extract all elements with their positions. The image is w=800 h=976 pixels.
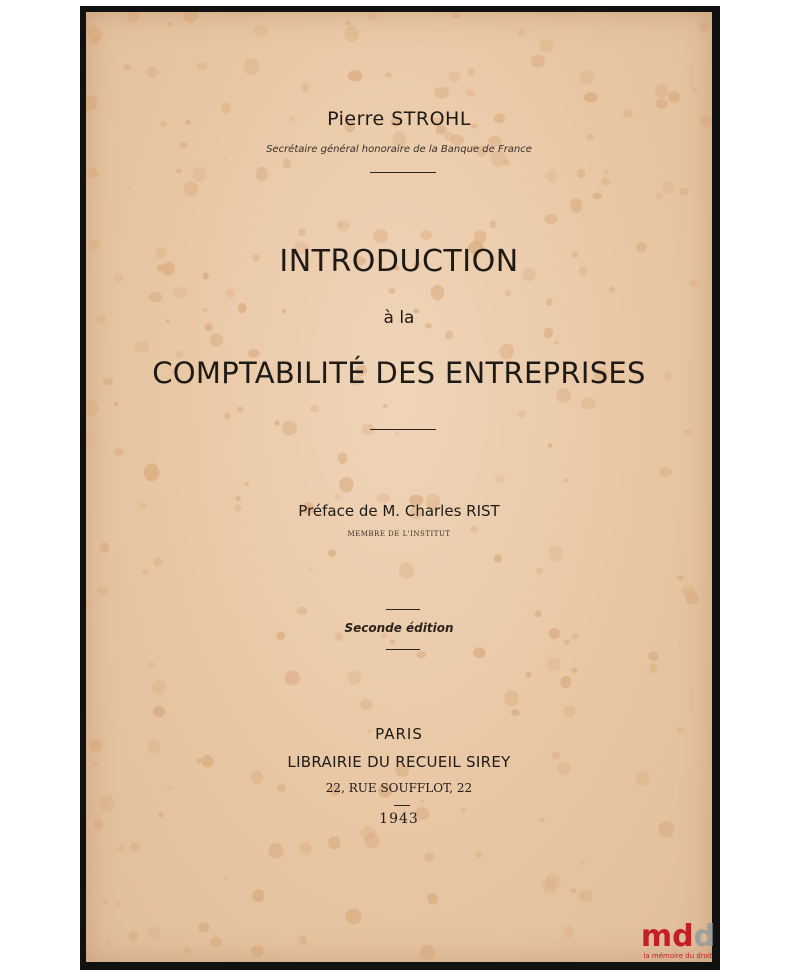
foxing-spot bbox=[299, 842, 311, 855]
foxing-spot bbox=[431, 285, 445, 300]
foxing-spot bbox=[518, 28, 526, 37]
foxing-spot bbox=[445, 330, 453, 339]
foxing-spot bbox=[473, 647, 485, 658]
foxing-spot bbox=[578, 890, 594, 903]
foxing-spot bbox=[348, 671, 361, 686]
foxing-spot bbox=[154, 558, 163, 567]
foxing-spot bbox=[601, 178, 610, 186]
foxing-spot bbox=[346, 21, 351, 26]
foxing-spot bbox=[526, 672, 532, 678]
foxing-spot bbox=[244, 58, 260, 75]
foxing-spot bbox=[114, 448, 124, 456]
publisher-city: PARIS bbox=[375, 725, 423, 743]
foxing-spot bbox=[268, 843, 283, 859]
foxing-spot bbox=[420, 945, 435, 960]
publisher-address: 22, RUE SOUFFLOT, 22 bbox=[325, 781, 473, 795]
foxing-spot bbox=[114, 901, 120, 908]
foxing-spot bbox=[328, 836, 341, 849]
divider-4 bbox=[386, 649, 420, 650]
foxing-spot bbox=[518, 410, 526, 417]
foxing-spot bbox=[564, 479, 569, 483]
foxing-spot bbox=[560, 676, 571, 688]
foxing-spot bbox=[546, 170, 558, 182]
foxing-spot bbox=[427, 893, 438, 904]
foxing-spot bbox=[339, 477, 354, 492]
foxing-spot bbox=[531, 55, 546, 68]
foxing-spot bbox=[655, 193, 663, 200]
foxing-spot bbox=[142, 569, 148, 574]
foxing-spot bbox=[649, 663, 658, 673]
foxing-spot bbox=[275, 420, 280, 425]
foxing-spot bbox=[564, 639, 570, 645]
foxing-spot bbox=[90, 36, 99, 45]
foxing-spot bbox=[452, 12, 459, 18]
foxing-spot bbox=[549, 545, 563, 561]
foxing-spot bbox=[152, 679, 167, 695]
foxing-spot bbox=[548, 443, 553, 448]
foxing-spot bbox=[592, 193, 602, 200]
foxing-spot bbox=[444, 132, 454, 141]
foxing-spot bbox=[237, 407, 244, 413]
foxing-spot bbox=[251, 945, 264, 957]
foxing-spot bbox=[148, 662, 156, 668]
foxing-spot bbox=[224, 877, 228, 880]
foxing-spot bbox=[648, 651, 658, 660]
foxing-spot bbox=[103, 900, 107, 904]
foxing-spot bbox=[676, 575, 684, 581]
foxing-spot bbox=[420, 230, 432, 240]
foxing-spot bbox=[494, 554, 502, 563]
divider-3 bbox=[386, 609, 420, 610]
foxing-spot bbox=[173, 287, 188, 299]
foxing-spot bbox=[86, 603, 90, 607]
foxing-spot bbox=[130, 842, 140, 852]
foxing-spot bbox=[420, 799, 424, 804]
mdd-logo-mark: mdd bbox=[640, 919, 716, 954]
foxing-spot bbox=[476, 851, 483, 859]
foxing-spot bbox=[434, 87, 449, 99]
foxing-spot bbox=[147, 66, 158, 78]
foxing-spot bbox=[467, 68, 475, 76]
foxing-spot bbox=[424, 852, 434, 862]
foxing-spot bbox=[685, 592, 698, 605]
foxing-spot bbox=[210, 937, 222, 948]
preface-line: Préface de M. Charles RIST bbox=[298, 502, 500, 520]
foxing-spot bbox=[692, 88, 698, 94]
foxing-spot bbox=[348, 70, 363, 81]
title-line-3: COMPTABILITÉ DES ENTREPRISES bbox=[152, 356, 646, 390]
foxing-spot bbox=[662, 181, 674, 194]
edition-label: Seconde édition bbox=[344, 621, 454, 635]
foxing-spot bbox=[167, 21, 172, 27]
book-cover bbox=[86, 12, 712, 962]
foxing-spot bbox=[254, 25, 268, 37]
foxing-spot bbox=[545, 214, 558, 224]
foxing-spot bbox=[544, 327, 553, 338]
foxing-spot bbox=[282, 421, 297, 436]
foxing-spot bbox=[235, 496, 241, 501]
mdd-logo bbox=[638, 919, 718, 961]
foxing-spot bbox=[256, 167, 268, 181]
foxing-spot bbox=[310, 405, 320, 412]
foxing-spot bbox=[577, 169, 586, 178]
foxing-spot bbox=[399, 562, 414, 579]
foxing-spot bbox=[690, 279, 700, 287]
foxing-spot bbox=[176, 169, 182, 174]
foxing-spot bbox=[129, 932, 138, 941]
publication-year: 1943 bbox=[379, 811, 419, 827]
divider-1 bbox=[370, 172, 436, 173]
foxing-spot bbox=[193, 167, 207, 182]
foxing-spot bbox=[536, 568, 542, 575]
foxing-spot bbox=[467, 90, 475, 97]
foxing-spot bbox=[570, 198, 582, 213]
preface-subtitle: MEMBRE DE L'INSTITUT bbox=[347, 530, 451, 538]
foxing-spot bbox=[417, 651, 427, 658]
foxing-spot bbox=[571, 668, 578, 673]
foxing-spot bbox=[127, 12, 139, 23]
foxing-spot bbox=[395, 431, 399, 435]
foxing-spot bbox=[98, 586, 109, 595]
foxing-spot bbox=[120, 845, 125, 851]
foxing-spot bbox=[668, 91, 680, 103]
foxing-spot bbox=[183, 12, 197, 23]
foxing-spot bbox=[474, 230, 487, 244]
foxing-spot bbox=[684, 429, 691, 435]
foxing-spot bbox=[252, 889, 265, 902]
foxing-spot bbox=[283, 159, 291, 169]
foxing-spot bbox=[86, 400, 99, 415]
foxing-spot bbox=[540, 40, 554, 54]
foxing-spot bbox=[285, 671, 300, 686]
foxing-spot bbox=[148, 926, 160, 939]
foxing-spot bbox=[87, 167, 97, 178]
foxing-spot bbox=[609, 286, 615, 293]
foxing-spot bbox=[224, 412, 231, 420]
foxing-spot bbox=[587, 134, 594, 140]
foxing-spot bbox=[504, 690, 519, 707]
foxing-spot bbox=[535, 611, 542, 617]
foxing-spot bbox=[210, 333, 223, 347]
foxing-spot bbox=[385, 72, 392, 77]
foxing-spot bbox=[554, 341, 560, 345]
foxing-spot bbox=[184, 182, 199, 196]
foxing-spot bbox=[244, 482, 249, 487]
foxing-spot bbox=[338, 453, 348, 465]
foxing-spot bbox=[328, 550, 336, 557]
foxing-spot bbox=[388, 288, 396, 294]
foxing-spot bbox=[373, 229, 388, 244]
foxing-spot bbox=[106, 941, 110, 945]
foxing-spot bbox=[134, 341, 149, 352]
foxing-spot bbox=[99, 542, 109, 552]
foxing-spot bbox=[309, 567, 313, 571]
publisher-name: LIBRAIRIE DU RECUEIL SIREY bbox=[287, 753, 511, 771]
foxing-spot bbox=[580, 861, 586, 866]
author-subtitle: Secrétaire général honoraire de la Banque de France bbox=[266, 144, 532, 155]
foxing-spot bbox=[197, 62, 208, 71]
foxing-spot bbox=[126, 187, 131, 191]
foxing-spot bbox=[360, 700, 372, 711]
foxing-spot bbox=[655, 84, 668, 99]
author-name: Pierre STROHL bbox=[327, 108, 471, 130]
mdd-logo-tagline: la mémoire du droit bbox=[643, 952, 713, 960]
foxing-spot bbox=[390, 639, 395, 644]
foxing-spot bbox=[337, 220, 350, 231]
foxing-spot bbox=[153, 706, 165, 718]
foxing-spot bbox=[563, 925, 574, 938]
foxing-spot bbox=[222, 155, 227, 160]
foxing-spot bbox=[581, 398, 596, 409]
foxing-spot bbox=[183, 947, 191, 955]
foxing-spot bbox=[299, 936, 307, 945]
divider-2 bbox=[370, 429, 436, 430]
foxing-spot bbox=[113, 401, 118, 406]
foxing-spot bbox=[489, 220, 496, 228]
foxing-spot bbox=[334, 494, 341, 500]
foxing-spot bbox=[659, 467, 672, 476]
foxing-spot bbox=[571, 888, 576, 893]
foxing-spot bbox=[297, 607, 308, 615]
title-line-1: INTRODUCTION bbox=[279, 244, 519, 279]
foxing-spot bbox=[545, 873, 561, 890]
foxing-spot bbox=[298, 228, 305, 236]
foxing-spot bbox=[346, 909, 362, 925]
foxing-spot bbox=[301, 83, 309, 93]
foxing-spot bbox=[580, 70, 595, 84]
foxing-spot bbox=[100, 794, 115, 812]
foxing-spot bbox=[563, 705, 576, 718]
foxing-spot bbox=[603, 170, 610, 175]
foxing-spot bbox=[547, 657, 561, 671]
foxing-spot bbox=[584, 92, 598, 102]
foxing-spot bbox=[546, 298, 553, 306]
foxing-spot bbox=[198, 923, 210, 933]
foxing-spot bbox=[383, 404, 388, 408]
foxing-spot bbox=[556, 388, 571, 403]
foxing-spot bbox=[511, 709, 520, 716]
title-line-2: à la bbox=[383, 308, 415, 328]
foxing-spot bbox=[699, 22, 709, 31]
foxing-spot bbox=[680, 188, 689, 196]
foxing-spot bbox=[345, 26, 359, 42]
foxing-spot bbox=[124, 64, 132, 71]
divider-5 bbox=[394, 805, 410, 806]
foxing-spot bbox=[448, 72, 460, 82]
foxing-spot bbox=[360, 826, 375, 840]
foxing-spot bbox=[368, 12, 378, 21]
foxing-spot bbox=[494, 475, 505, 483]
foxing-spot bbox=[505, 290, 511, 297]
foxing-spot bbox=[144, 464, 160, 482]
foxing-spot bbox=[86, 436, 90, 444]
foxing-spot bbox=[149, 292, 163, 302]
foxing-spot bbox=[226, 289, 234, 298]
